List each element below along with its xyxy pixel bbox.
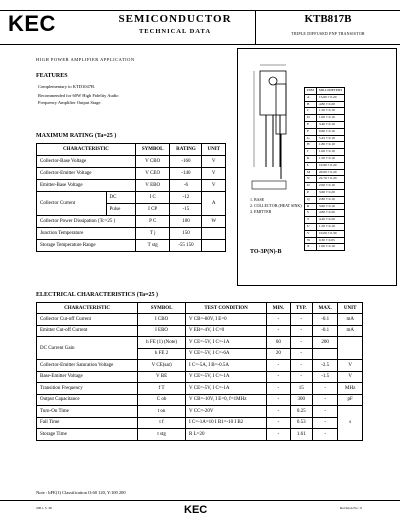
- electrical-table: [36, 302, 363, 441]
- cell-symbol: h FE (1) (Note): [138, 337, 186, 349]
- dim-value: 1.50 ± 0.10: [316, 155, 345, 162]
- cell-unit: V: [202, 168, 226, 180]
- header-top-rule: [0, 10, 400, 11]
- header-subtitle: TECHNICAL DATA: [138, 28, 212, 35]
- dim-value: 1.50 ± 0.10: [316, 223, 345, 230]
- cell-max: -: [312, 429, 337, 441]
- dim-key: V: [305, 230, 317, 237]
- dim-value: 1.00 ± 0.10: [316, 115, 345, 122]
- cell-unit: W: [202, 216, 226, 228]
- table-row: [37, 168, 226, 180]
- dim-value: 1.50 ± 0.10: [316, 108, 345, 115]
- cell-typ: -: [290, 337, 312, 349]
- cell-min: -: [267, 406, 290, 418]
- cell-characteristic: Collector-Emitter Voltage: [37, 168, 136, 180]
- table-row: [37, 314, 363, 326]
- dim-value: 5.45 ± 0.10: [316, 135, 345, 142]
- cell-min: -: [267, 417, 290, 429]
- dim-key: T: [305, 217, 317, 224]
- dim-key: M: [305, 169, 317, 176]
- cell-min: -: [267, 394, 290, 406]
- cell-max: [312, 348, 337, 360]
- max-rating-title: MAXIMUM RATING (Ta=25 ): [36, 133, 117, 139]
- cell-characteristic: Collector Power Dissipation (Tc=25 ): [37, 216, 136, 228]
- cell-symbol: I CP: [135, 204, 170, 216]
- dim-key: G: [305, 135, 317, 142]
- cell-rating: -160: [170, 156, 202, 168]
- dim-value: 1.00 ± 0.10: [316, 149, 345, 156]
- dim-key: W: [305, 237, 317, 244]
- cell-condition: R L=20: [186, 429, 267, 441]
- table-row: [37, 417, 363, 429]
- cell-min: -: [267, 371, 290, 383]
- dim-key: E: [305, 121, 317, 128]
- cell-rating: -12: [170, 192, 202, 204]
- cell-typ: -: [290, 325, 312, 337]
- dim-header: DIM: [305, 88, 317, 95]
- table-row: [37, 325, 363, 337]
- cell-symbol: V EBO: [135, 180, 170, 192]
- cell-symbol: C ob: [138, 394, 186, 406]
- dim-key: C: [305, 108, 317, 115]
- dim-value: 3.60 ± 0.20: [316, 189, 345, 196]
- cell-rating: -55 150: [170, 240, 202, 252]
- cell-symbol: I EBO: [138, 325, 186, 337]
- header-divider: [255, 10, 256, 44]
- cell-rating: -6: [170, 180, 202, 192]
- kec-logo: KEC: [8, 11, 56, 36]
- cell-unit: [202, 228, 226, 240]
- dim-key: H: [305, 142, 317, 149]
- table-row: [37, 192, 226, 204]
- cell-characteristic: Storage Temperature Range: [37, 240, 136, 252]
- cell-unit: V: [202, 180, 226, 192]
- cell-unit: V: [338, 371, 363, 383]
- dim-value: 20.00 ± 0.20: [316, 169, 345, 176]
- table-row: [37, 240, 226, 252]
- table-row: [37, 156, 226, 168]
- dim-key: L: [305, 162, 317, 169]
- feature-item: Recommended for 60W High Fidelity Audio: [38, 93, 119, 98]
- cell-condition: I C=-1A=10 I B1=-10 I B2: [186, 417, 267, 429]
- dim-key: X: [305, 244, 317, 251]
- cell-characteristic: Storage Time: [37, 429, 138, 441]
- table-row: [37, 216, 226, 228]
- cell-unit: mA: [338, 314, 363, 326]
- dim-key: A: [305, 94, 317, 101]
- table-row: [37, 394, 363, 406]
- cell-characteristic: Turn-On Time: [37, 406, 138, 418]
- cell-characteristic: Junction Temperature: [37, 228, 136, 240]
- cell-condition: V CB=-10V, I E=0, f=1MHz: [186, 394, 267, 406]
- cell-sub: Pulse: [106, 204, 135, 216]
- cell-max: -0.1: [312, 314, 337, 326]
- col-header: MIN.: [267, 303, 290, 314]
- package-outline-box: [237, 48, 397, 286]
- features-title: FEATURES: [36, 73, 68, 79]
- header-title: SEMICONDUCTOR: [118, 13, 232, 25]
- cell-symbol: f T: [138, 383, 186, 395]
- cell-condition: V CE=-5V, I C=-1A: [186, 383, 267, 395]
- cell-rating: 100: [170, 216, 202, 228]
- dim-value: 3.60 ± 0.10: [316, 203, 345, 210]
- cell-unit: s: [338, 406, 363, 441]
- cell-condition: V EB=-4V, I C=0: [186, 325, 267, 337]
- cell-max: -0.1: [312, 325, 337, 337]
- cell-min: -: [267, 325, 290, 337]
- dim-value: 4.80 ± 0.20: [316, 101, 345, 108]
- footer-kec-logo: KEC: [184, 504, 208, 516]
- cell-rating: -15: [170, 204, 202, 216]
- footer-revision: Revision No : 0: [340, 506, 363, 510]
- cell-rating: 150: [170, 228, 202, 240]
- cell-characteristic: Fall Time: [37, 417, 138, 429]
- dim-key: Q: [305, 196, 317, 203]
- dim-header: MILLIMETERS: [316, 88, 345, 95]
- package-name: TO-3P(N)-B: [250, 249, 282, 255]
- cell-symbol: V CE(sat): [138, 360, 186, 372]
- cell-symbol: P C: [135, 216, 170, 228]
- dim-key: D: [305, 115, 317, 122]
- dim-key: R: [305, 203, 317, 210]
- cell-condition: V CE=-5V, I C=-1A: [186, 337, 267, 349]
- cell-typ: -: [290, 314, 312, 326]
- table-row: [37, 406, 363, 418]
- dim-value: 0.30 ± 0.05: [316, 237, 345, 244]
- footer-date: 2001. 5. 30: [36, 506, 52, 510]
- table-row: [37, 383, 363, 395]
- electrical-title: ELECTRICAL CHARACTERISTICS (Ta=25 ): [36, 292, 159, 298]
- cell-max: -: [312, 417, 337, 429]
- part-number: KTB817B: [304, 13, 352, 25]
- dim-key: N: [305, 176, 317, 183]
- cell-typ: -: [290, 348, 312, 360]
- col-header: UNIT: [202, 144, 226, 156]
- cell-symbol: V CEO: [135, 168, 170, 180]
- table-row: [37, 228, 226, 240]
- table-row: [37, 429, 363, 441]
- cell-rating: -140: [170, 168, 202, 180]
- cell-max: -1.5: [312, 371, 337, 383]
- dim-value: 4.80 ± 0.20: [316, 210, 345, 217]
- cell-max: -2.5: [312, 360, 337, 372]
- cell-typ: 300: [290, 394, 312, 406]
- cell-typ: 0.25: [290, 406, 312, 418]
- dim-value: 19.00 ± 0.30: [316, 230, 345, 237]
- cell-unit: mA: [338, 325, 363, 337]
- application-line: HIGH POWER AMPLIFIER APPLICATION: [36, 57, 135, 62]
- cell-symbol: V BE: [138, 371, 186, 383]
- cell-characteristic: Collector-Base Voltage: [37, 156, 136, 168]
- cell-symbol: V CBO: [135, 156, 170, 168]
- cell-max: -: [312, 406, 337, 418]
- cell-condition: I C=-5A, I B=-0.5A: [186, 360, 267, 372]
- dimension-table: [304, 87, 345, 251]
- pin-label: 2. COLLECTOR (HEAT SINK): [250, 203, 302, 208]
- pin-label: 3. EMITTER: [250, 209, 272, 214]
- cell-characteristic: Emitter-Base Voltage: [37, 180, 136, 192]
- cell-min: 60: [267, 337, 290, 349]
- dim-value: 22.70 ± 0.20: [316, 176, 345, 183]
- cell-min: 20: [267, 348, 290, 360]
- cell-condition: V CC=-20V: [186, 406, 267, 418]
- col-header: CHARACTERISTIC: [37, 144, 136, 156]
- dim-key: P: [305, 189, 317, 196]
- dim-value: 1.00 ± 0.10: [316, 244, 345, 251]
- hfe-note: Note : hFE(1) Classification O:60 120, Y:100 200: [36, 490, 126, 495]
- cell-min: -: [267, 360, 290, 372]
- feature-item: Complementary to KTD1047B.: [38, 84, 96, 89]
- table-row: [37, 371, 363, 383]
- table-row: [37, 360, 363, 372]
- dim-key: S: [305, 210, 317, 217]
- cell-condition: V CE=-5V, I C=-1A: [186, 371, 267, 383]
- dim-value: 1.80 ± 0.10: [316, 142, 345, 149]
- cell-unit: A: [202, 192, 226, 216]
- cell-unit: V: [338, 360, 363, 372]
- cell-typ: -: [290, 371, 312, 383]
- cell-characteristic: Transition Frequency: [37, 383, 138, 395]
- dim-value: 19.90 ± 0.20: [316, 162, 345, 169]
- dim-value: 0.60 ± 0.10: [316, 128, 345, 135]
- cell-unit: [202, 240, 226, 252]
- cell-characteristic: Emitter Cut-off Current: [37, 325, 138, 337]
- cell-unit: pF: [338, 394, 363, 406]
- dim-value: 3.40 ± 0.10: [316, 121, 345, 128]
- dim-key: B: [305, 101, 317, 108]
- cell-min: -: [267, 429, 290, 441]
- header-bottom-rule: [0, 44, 400, 45]
- cell-condition: V CE=-5V, I C=-6A: [186, 348, 267, 360]
- pin-label: 1. BASE: [250, 197, 265, 202]
- part-description: TRIPLE DIFFUSED PNP TRANSISTOR: [291, 31, 365, 36]
- cell-condition: V CB=-80V, I E=0: [186, 314, 267, 326]
- cell-typ: 15: [290, 383, 312, 395]
- dim-key: K: [305, 155, 317, 162]
- dim-key: F: [305, 128, 317, 135]
- col-header: SYMBOL: [135, 144, 170, 156]
- col-header: SYMBOL: [138, 303, 186, 314]
- cell-unit: [338, 337, 363, 360]
- cell-min: -: [267, 383, 290, 395]
- cell-typ: -: [290, 360, 312, 372]
- col-header: TYP.: [290, 303, 312, 314]
- cell-symbol: t f: [138, 417, 186, 429]
- table-row: [37, 180, 226, 192]
- table-row: [37, 337, 363, 349]
- dim-key: J: [305, 149, 317, 156]
- cell-symbol: I CBO: [138, 314, 186, 326]
- package-bottom-view: [250, 179, 290, 191]
- cell-symbol: t on: [138, 406, 186, 418]
- cell-typ: 1.61: [290, 429, 312, 441]
- col-header: MAX.: [312, 303, 337, 314]
- dim-key: O: [305, 183, 317, 190]
- dim-value: 2.00 ± 0.10: [316, 183, 345, 190]
- cell-min: -: [267, 314, 290, 326]
- feature-item: Frequency Amplifier Output Stage.: [38, 100, 102, 105]
- dim-key: U: [305, 223, 317, 230]
- cell-characteristic: Collector Cut-off Current: [37, 314, 138, 326]
- dim-value: 2.80 ± 0.10: [316, 196, 345, 203]
- cell-characteristic: DC Current Gain: [37, 337, 138, 360]
- footer-rule: [0, 500, 400, 501]
- cell-max: 200: [312, 337, 337, 349]
- cell-symbol: T j: [135, 228, 170, 240]
- cell-max: -: [312, 383, 337, 395]
- dim-value: 4.20 ± 0.20: [316, 217, 345, 224]
- cell-unit: MHz: [338, 383, 363, 395]
- package-side-view: [268, 79, 308, 189]
- cell-characteristic: Collector Current: [37, 192, 107, 216]
- cell-symbol: h FE 2: [138, 348, 186, 360]
- cell-unit: V: [202, 156, 226, 168]
- col-header: TEST CONDITION: [186, 303, 267, 314]
- cell-characteristic: Collector-Emitter Saturation Voltage: [37, 360, 138, 372]
- cell-max: -: [312, 394, 337, 406]
- cell-typ: 0.53: [290, 417, 312, 429]
- cell-symbol: t stg: [138, 429, 186, 441]
- cell-characteristic: Base-Emitter Voltage: [37, 371, 138, 383]
- cell-characteristic: Output Capacitance: [37, 394, 138, 406]
- cell-sub: DC: [106, 192, 135, 204]
- cell-symbol: I C: [135, 192, 170, 204]
- dim-value: 15.60 ± 0.20: [316, 94, 345, 101]
- col-header: CHARACTERISTIC: [37, 303, 138, 314]
- max-rating-table: [36, 143, 226, 252]
- col-header: RATING: [170, 144, 202, 156]
- cell-symbol: T stg: [135, 240, 170, 252]
- col-header: UNIT: [338, 303, 363, 314]
